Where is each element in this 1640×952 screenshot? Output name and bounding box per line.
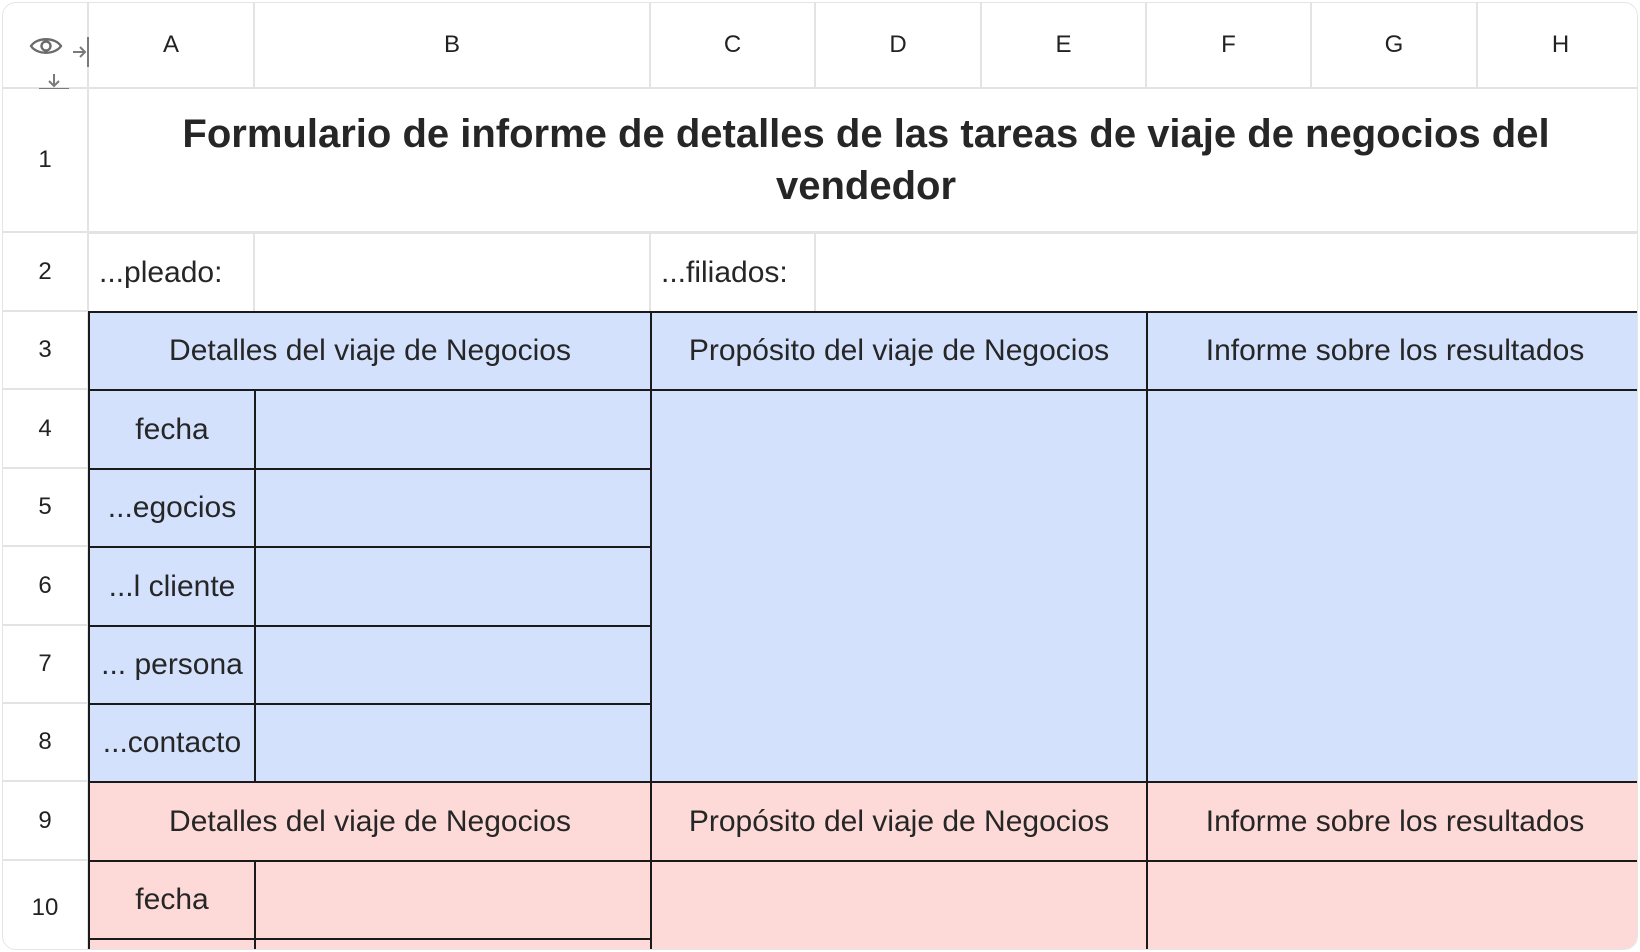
column-header-g[interactable]: G — [1312, 3, 1478, 89]
employee-value-cell[interactable] — [255, 233, 651, 312]
section1-label-date[interactable]: fecha — [89, 390, 255, 469]
border-line — [254, 861, 256, 950]
employee-label-cell[interactable]: ...pleado: — [89, 233, 255, 312]
section2-label-date[interactable]: fecha — [89, 861, 255, 939]
section1-purpose-body[interactable] — [651, 390, 1147, 782]
spreadsheet-frame — [2, 2, 1638, 950]
row-header-7[interactable]: 7 — [3, 626, 89, 704]
column-header-e[interactable]: E — [982, 3, 1147, 89]
section1-details-header[interactable]: Detalles del viaje de Negocios — [89, 312, 651, 390]
spreadsheet-grid — [3, 3, 1638, 950]
section1-value-contact[interactable] — [255, 704, 651, 782]
column-header-a[interactable]: A — [89, 3, 255, 89]
column-header-h[interactable]: H — [1478, 3, 1638, 89]
border-line — [1146, 311, 1148, 950]
row-header-9[interactable]: 9 — [3, 782, 89, 861]
column-header-f[interactable]: F — [1147, 3, 1312, 89]
section1-label-person[interactable]: ... persona — [89, 626, 255, 704]
border-line — [89, 311, 1638, 313]
row-header-2[interactable]: 2 — [3, 233, 89, 312]
section2-purpose-body[interactable] — [651, 861, 1147, 950]
section2-value-date[interactable] — [255, 861, 651, 939]
column-header-c[interactable]: C — [651, 3, 816, 89]
border-line — [650, 311, 652, 950]
border-line — [89, 781, 1638, 783]
section1-value-date[interactable] — [255, 390, 651, 469]
section2-results-header[interactable]: Informe sobre los resultados — [1147, 782, 1638, 861]
row-header-8[interactable]: 8 — [3, 704, 89, 782]
section1-label-contact[interactable]: ...contacto — [89, 704, 255, 782]
section1-label-client[interactable]: ...l cliente — [89, 547, 255, 626]
row-header-6[interactable]: 6 — [3, 547, 89, 626]
grid-line — [89, 232, 1638, 234]
row-header-3[interactable]: 3 — [3, 312, 89, 390]
section1-value-person[interactable] — [255, 626, 651, 704]
row-header-1[interactable]: 1 — [3, 89, 89, 233]
border-line — [89, 938, 651, 940]
border-line — [89, 546, 651, 548]
column-header-d[interactable]: D — [816, 3, 982, 89]
section1-purpose-header[interactable]: Propósito del viaje de Negocios — [651, 312, 1147, 390]
row-header-5[interactable]: 5 — [3, 469, 89, 547]
eye-icon[interactable] — [29, 35, 63, 57]
affiliates-label-cell[interactable]: ...filiados: — [651, 233, 816, 312]
title-cell[interactable] — [89, 89, 1638, 233]
border-line — [89, 389, 1638, 391]
section1-results-header[interactable]: Informe sobre los resultados — [1147, 312, 1638, 390]
border-line — [89, 860, 1638, 862]
border-line — [88, 311, 90, 950]
section2-results-body[interactable] — [1147, 861, 1638, 950]
section1-label-business[interactable]: ...egocios — [89, 469, 255, 547]
column-header-b[interactable]: B — [255, 3, 651, 89]
section2-purpose-header[interactable]: Propósito del viaje de Negocios — [651, 782, 1147, 861]
border-line — [254, 390, 256, 782]
border-line — [89, 703, 651, 705]
section1-value-business[interactable] — [255, 469, 651, 547]
row-header-4[interactable]: 4 — [3, 390, 89, 469]
affiliates-value-cell[interactable] — [816, 233, 1638, 312]
section2-next-label[interactable] — [89, 939, 255, 950]
section2-next-value[interactable] — [255, 939, 651, 950]
row-header-10[interactable]: 10 — [3, 861, 89, 950]
section1-results-body[interactable] — [1147, 390, 1638, 782]
section2-details-header[interactable]: Detalles del viaje de Negocios — [89, 782, 651, 861]
page-title: Formulario de informe de detalles de las tareas de viaje de negocios del vendedor — [182, 112, 1550, 208]
border-line — [89, 468, 651, 470]
section1-value-client[interactable] — [255, 547, 651, 626]
border-line — [89, 625, 651, 627]
